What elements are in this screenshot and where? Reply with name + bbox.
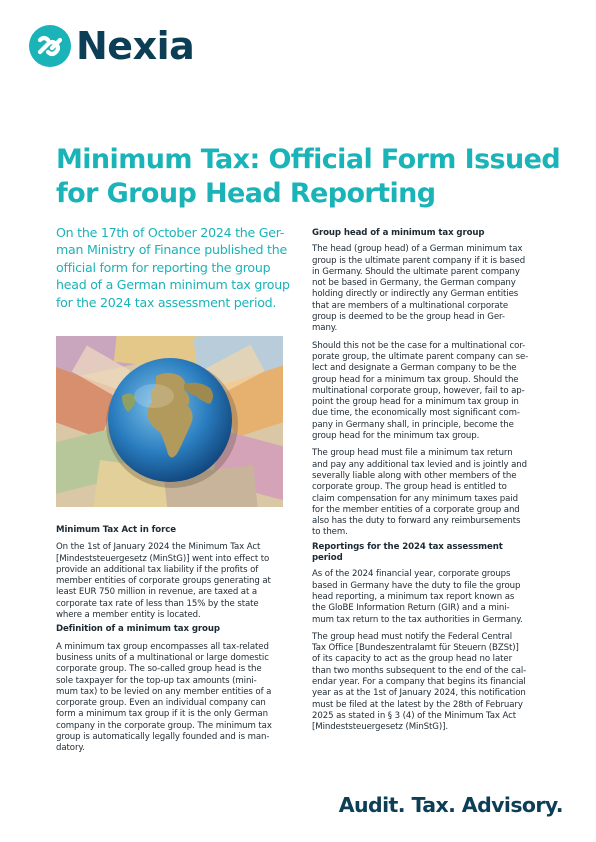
nexia-logo (28, 23, 194, 69)
body-line: point the group head for a minimum tax group in (312, 397, 519, 408)
body-line: corporate group. The group head is entitled to (312, 482, 507, 493)
body-line: group head for the minimum tax group. (312, 431, 480, 442)
body-line: head reporting, a minimum tax report known as (312, 591, 515, 602)
body-line: 2025 as stated in § 3 (4) of the Minimum Tax Act (312, 710, 517, 721)
body-line: endar year. For a company that begins its financial (312, 676, 526, 687)
body-line: group head for a minimum tax group. Should the (312, 374, 519, 385)
body-line: and pay any additional tax levied and is jointly and (312, 459, 527, 470)
body-line: claim compensation for any minimum taxes paid (312, 493, 518, 504)
body-line: than two months subsequent to the end of the cal- (312, 665, 527, 676)
body-line: mum tax return to the tax authorities in Germany. (312, 614, 523, 625)
body-line: The head (group head) of a German minimum tax (312, 244, 523, 255)
body-line: A minimum tax group encompasses all tax-related (56, 641, 269, 652)
body-line: must be filed at the latest by the 28th of February (312, 699, 523, 710)
body-line: group is the ultimate parent company if it is based (312, 255, 526, 266)
title-line: for Group Head Reporting (56, 178, 436, 209)
body-line: datory. (56, 743, 85, 754)
section-heading-reporting: Reportings for the 2024 tax assessment (312, 541, 503, 552)
intro-line: head of a German minimum tax group (56, 277, 290, 293)
body-line: group is automatically legally founded and is man- (56, 732, 270, 743)
intro-line: man Ministry of Finance published the (56, 242, 287, 258)
body-line: holding directly or indirectly any German entities (312, 289, 519, 300)
intro-line: official form for reporting the group (56, 259, 271, 275)
body-line: sole taxpayer for the top-up tax amounts (mini- (56, 675, 257, 686)
body-line: business units of a multinational or large domestic (56, 652, 269, 663)
body-line: Tax Office [Bundeszentralamt für Steuern (BZSt)] (312, 643, 519, 654)
body-line: based in Germany have the duty to file the group (312, 580, 521, 591)
globe-on-euro-banknotes-image (56, 336, 283, 507)
body-line: provide an additional tax liability if the profits of (56, 564, 259, 575)
brand-name: Nexia (76, 24, 195, 68)
body-line: year as at the 1st of January 2024, this notification (312, 688, 526, 699)
body-line: corporate group. Even an individual company can (56, 698, 266, 709)
body-line: form a minimum tax group if it is the only German (56, 709, 268, 720)
body-line: [Mindeststeuergesetz (MinStG)] went into effect to (56, 553, 270, 564)
body-line: corporate group. The so-called group head is the (56, 664, 262, 675)
section-heading-act: Minimum Tax Act in force (56, 525, 176, 535)
body-line: The group head must notify the Federal Central (312, 631, 513, 642)
body-line: As of the 2024 financial year, corporate groups (312, 569, 511, 580)
body-line: many. (312, 323, 338, 334)
intro-line: On the 17th of October 2024 the Ger- (56, 225, 285, 240)
body-line: On the 1st of January 2024 the Minimum Tax Act (56, 542, 261, 553)
intro-line: for the 2024 tax assessment period. (56, 294, 277, 310)
section-heading-reporting: period (312, 553, 343, 564)
body-line: porate group, the ultimate parent company can se- (312, 351, 529, 362)
body-line: pany in Germany shall, in principle, become the (312, 419, 514, 430)
intro-paragraph (56, 224, 288, 311)
section-heading-definition: Definition of a minimum tax group (56, 624, 220, 635)
body-line: member entities of corporate groups generating at (56, 576, 271, 587)
body-line: of its capacity to act as the group head no later (312, 654, 513, 665)
body-line: severally liable along with other members of the (312, 470, 517, 481)
body-line: The group head must file a minimum tax return (312, 448, 513, 459)
body-line: group is deemed to be the group head in Ger- (312, 312, 505, 323)
body-line: due time, the economically most significant com- (312, 408, 520, 419)
title-line: Minimum Tax: Official Form Issued (56, 144, 561, 175)
body-line: the GloBE Information Return (GIR) and a mini- (312, 603, 510, 614)
body-line: to them. (312, 527, 348, 538)
body-line: not be based in Germany, the German company (312, 278, 516, 289)
body-line: least EUR 750 million in revenue, are taxed at a (56, 587, 258, 598)
body-line: corporate tax rate of less than 15% by the state (56, 598, 259, 609)
body-line: in Germany. Should the ultimate parent company (312, 266, 520, 277)
body-line: for the member entities of a corporate group and (312, 504, 520, 515)
section-heading-group-head: Group head of a minimum tax group (312, 228, 485, 238)
body-line: also has the duty to forward any reimbursements (312, 516, 521, 527)
brand-tagline: Audit. Tax. Advisory. (338, 793, 563, 817)
body-line: that are members of a multinational corporate (312, 300, 509, 311)
page-title (56, 143, 561, 211)
body-line: mum tax) to be levied on any member entities of a (56, 686, 272, 697)
body-line: Should this not be the case for a multinational cor- (312, 340, 526, 351)
nexia-loop-icon (28, 24, 72, 68)
body-line: where a member entity is located. (56, 610, 201, 621)
body-line: [Mindeststeuergesetz (MinStG)]. (312, 722, 448, 733)
right-text-column (312, 228, 544, 733)
body-line: multinational corporate group, however, fail to ap- (312, 385, 525, 396)
body-line: lect and designate a German company to be the (312, 363, 517, 374)
body-line: company in the corporate group. The minimum tax (56, 720, 272, 731)
left-text-column (56, 525, 288, 755)
